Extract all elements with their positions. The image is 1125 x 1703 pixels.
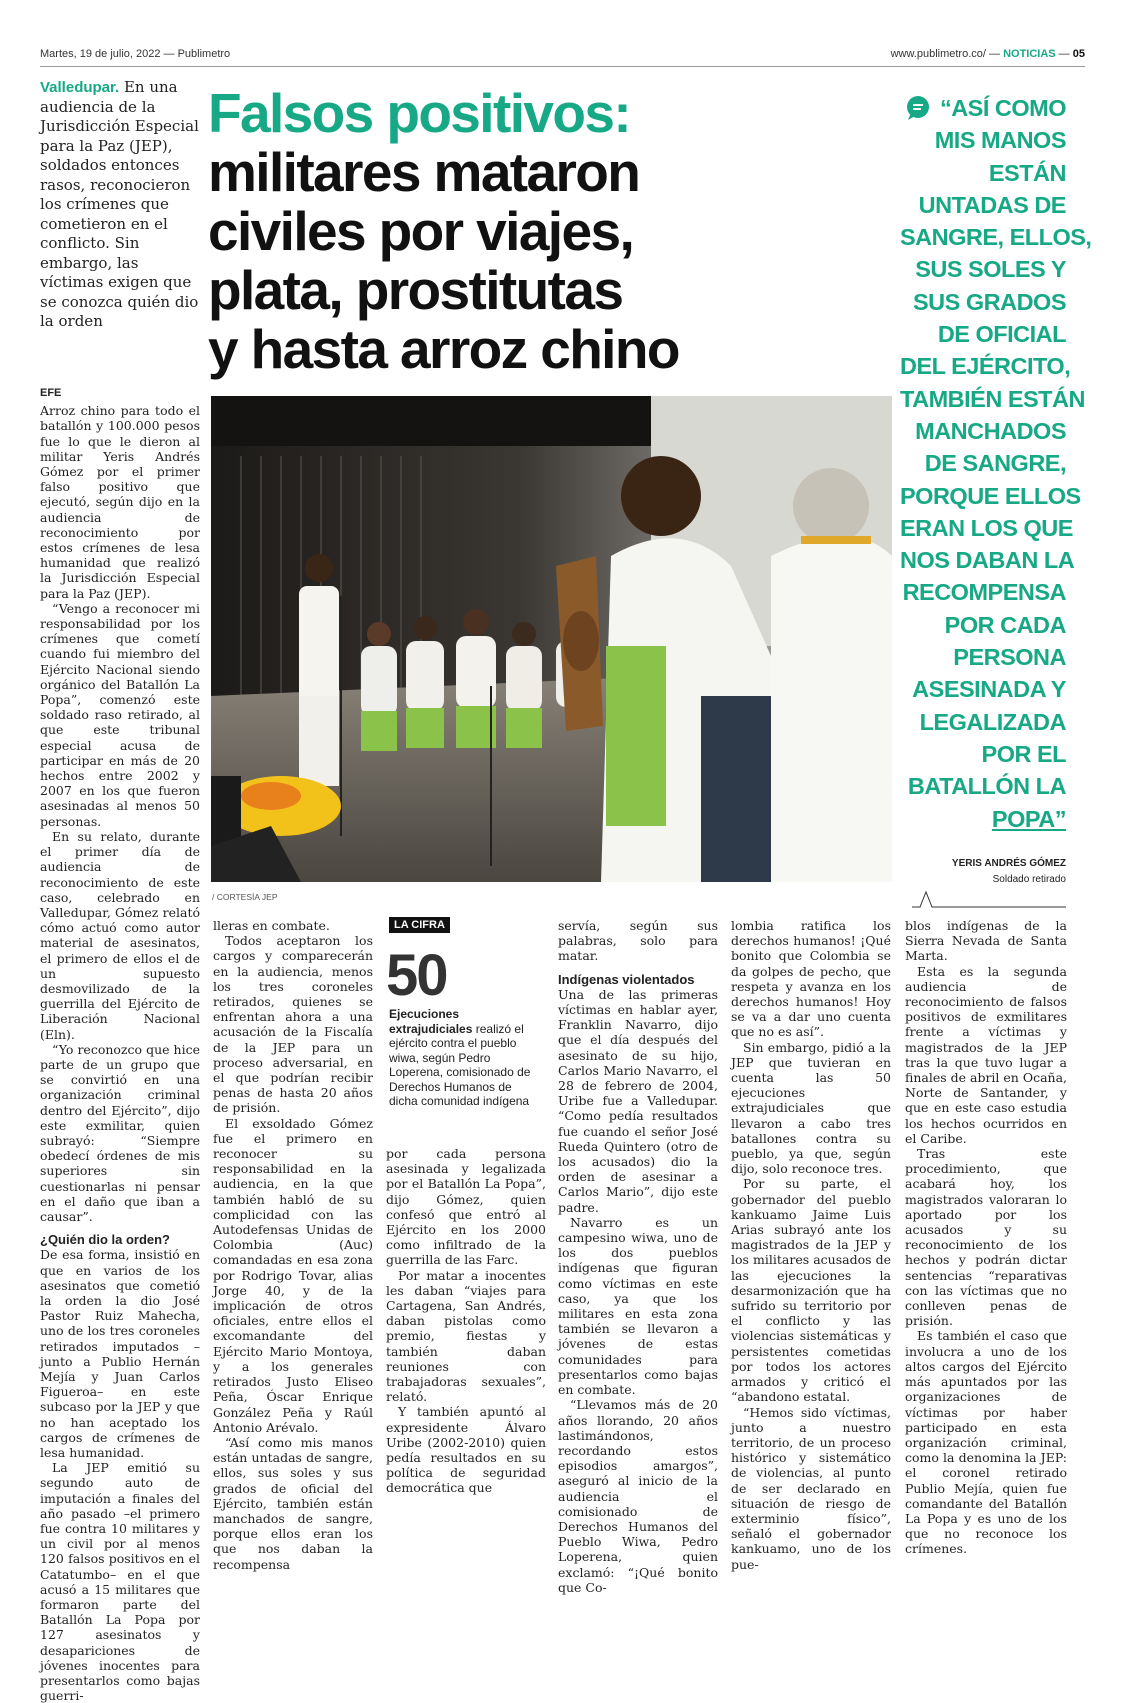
page-separator: — — [1055, 48, 1073, 60]
pull-quote-line: TAMBIÉN ESTÁN — [900, 385, 1085, 412]
paragraph: Sin embargo, pidió a la JEP que tuvieran en cuenta las 50 ejecuciones extrajudiciales que llevaron a cabo tres batallones contra su pueblo, ya que, según dijo, solo reconoce tres. — [731, 1039, 891, 1177]
paragraph: Por matar a inocentes les daban “viajes para Cartagena, San Andrés, daban pistolas como premio, fiestas y también daban reuniones con trabajadoras sexuales”, relató. — [386, 1267, 546, 1405]
article-column-6 — [905, 918, 1067, 1557]
pull-quote-line: ESTÁN — [988, 159, 1066, 186]
headline-line-2: militares mataron — [208, 141, 640, 203]
quote-author: YERIS ANDRÉS GÓMEZ — [951, 858, 1066, 869]
pull-quote-line: POPA” — [991, 805, 1066, 832]
pull-quote-line: “ASÍ COMO — [939, 95, 1066, 121]
paragraph: servía, según sus palabras, solo para matar. — [558, 918, 718, 964]
subheading: ¿Quién dio la orden? — [40, 1232, 170, 1248]
paragraph: “Hemos sido víctimas, junto a nuestro territorio, de un proceso histórico y sistemático de violencias, al punto de ser declarado en situación de riesgo de exterminio físico”, señaló el gobernador kankuamo, uno de los pue- — [731, 1404, 891, 1572]
paragraph: por cada persona asesinada y legalizada por el Batallón La Popa”, dijo Gómez, quien confesó que entró al Ejército en los 2000 como infiltrado de la guerrilla de las Farc. — [386, 1146, 546, 1268]
pull-quote-line: PORQUE ELLOS — [900, 482, 1081, 509]
paragraph: “Vengo a reconocer mi responsabilidad por los crímenes que cometí cuando fui miembro del Ejército Nacional siendo orgánico del Batallón La Popa”, comenzó este soldado raso retirado, al que este tribunal especial acusa de participar en más de 20 hechos entre 2002 y 2007 en los que fueron asesinadas al menos 50 personas. — [40, 600, 200, 829]
quote-author-role: Soldado retirado — [992, 874, 1066, 885]
cifra-body: realizó el ejército contra el pueblo wiwa, según Pedro Loperena, comisionado de Derechos Humanos de dicha comunidad indígena — [389, 1021, 531, 1108]
pull-quote-line: MIS MANOS — [934, 127, 1066, 154]
headline — [208, 84, 818, 379]
headline-line-5: y hasta arroz chino — [208, 318, 679, 380]
pull-quote-line: DE SANGRE, — [924, 450, 1066, 477]
paragraph: Todos aceptaron los cargos y comparecerán en la audiencia, menos los tres coroneles retirados, quienes se enfrentan ahora a una acusación de la Fiscalía de la JEP para un proceso adversarial, en el que podrían recibir penas de hasta 20 años de prisión. — [213, 933, 373, 1116]
site-url[interactable]: www.publimetro.co/ — — [890, 48, 1004, 60]
paragraph: “Así como mis manos están untadas de sangre, ellos, sus soles y sus grados de oficial del Ejército, también están manchados de sangre, porque ellos eran los que nos daban la recompensa — [213, 1434, 373, 1572]
article-column-5 — [731, 918, 891, 1572]
pull-quote-line: POR CADA — [944, 611, 1066, 638]
paragraph: “Yo reconozco que hice parte de un grupo que se convirtió en una organización criminal dentro del Ejército”, dijo este exmilitar, quien subrayó: “Siempre obedecí órdenes de mis superiores sin cuestionarlas ni pensar en el daño que iban a causar”. — [40, 1041, 200, 1224]
page-number: 05 — [1072, 48, 1085, 60]
paragraph: blos indígenas de la Sierra Nevada de Santa Marta. — [905, 918, 1067, 964]
paragraph: “Llevamos más de 20 años llorando, 20 años lastimándonos, recordando estos episodios amargos”, aseguró al inicio de la audiencia el comisionado de Derechos Humanos del Pueblo Wiwa, Pedro Loperena, quien exclamó: “¡Qué bonito que Co- — [558, 1397, 718, 1595]
cifra-label: LA CIFRA — [389, 917, 450, 933]
date-source: Martes, 19 de julio, 2022 — Publimetro — [40, 48, 231, 60]
pull-quote-line: LEGALIZADA — [919, 708, 1066, 735]
article-column-4 — [558, 918, 718, 1595]
paragraph: Arroz chino para todo el batallón y 100.000 pesos fue lo que le dieron al militar Yeris Andrés Gómez por el primer falso positivo que ejecutó, según dijo en la audiencia de reconocimiento por estos crímenes de lesa humanidad que realizó la Jurisdicción Especial para la Paz (JEP). — [40, 403, 200, 601]
lede-place: Valledupar. — [40, 79, 120, 96]
cifra-bold: Ejecuciones extrajudiciales — [389, 1007, 473, 1036]
pull-quote-line: ERAN LOS QUE — [900, 514, 1073, 541]
pull-quote-line: BATALLÓN LA — [907, 773, 1066, 800]
paragraph: Por su parte, el gobernador del pueblo kankuamo Jaime Luis Arias subrayó ante los magistrados de la JEP y los militares acusados de las ejecuciones la desarmonización que ha sufrido su territorio por el conflicto y las violencias sistemáticas y persistentes cometidas por todos los actores armados y criticó el “abandono estatal. — [731, 1176, 891, 1405]
paragraph: De esa forma, insistió en que en varios de los asesinatos que cometió la orden la dio José Pastor Ruiz Mahecha, uno de los tres coroneles retirados imputados –junto a Publio Hernán Mejía y Juan Carlos Figueroa– en este subcaso por la JEP y que no han aceptado los cargos de crímenes de lesa humanidad. — [40, 1247, 200, 1461]
byline: EFE — [40, 387, 62, 399]
paragraph: lleras en combate. — [213, 918, 330, 933]
header-rule — [40, 66, 1085, 67]
article-column-2 — [213, 918, 373, 1572]
paragraph: Tras este procedimiento, que acabará hoy, los magistrados valoraran lo aportado por los acusados y su reconocimiento de los hechos y podrán dictar sentencias “reparativas con las víctimas que no conlleven penas de prisión. — [905, 1146, 1067, 1329]
pull-quote-line: PERSONA — [953, 644, 1066, 671]
pull-quote-line: MANCHADOS — [915, 417, 1066, 444]
paragraph: Y también apuntó al expresidente Álvaro Uribe (2002-2010) quien pedía resultados en su política de seguridad democrática que — [386, 1404, 546, 1496]
pull-quote-line: SUS GRADOS — [913, 288, 1066, 315]
paragraph: La JEP emitió su segundo auto de imputación a finales del año pasado –el primero fue contra 10 militares y un civil por al menos 120 falsos positivos en el Catatumbo– en el que acusó a 15 militares que formaron parte del Batallón La Popa por 127 asesinatos y desapariciones de jóvenes inocentes para presentarlos como bajas guerri- — [40, 1460, 200, 1703]
headline-line-1: Falsos positivos: — [208, 82, 631, 144]
paragraph: El exsoldado Gómez fue el primero en reconocer su responsabilidad en la audiencia, en la que también habló de su complicidad con las Autodefensas Unidas de Colombia (Auc) comandadas en esa zona por Rodrigo Tovar, alias Jorge 40, y de la implicación de otros oficiales, entre ellos el excomandante del Ejército Mario Montoya, y a los generales retirados Justo Eliseo Peña, Óscar Enrique González Peña y Raúl Antonio Arévalo. — [213, 1115, 373, 1435]
cifra-text — [389, 1007, 539, 1109]
photo-illustration — [211, 396, 892, 882]
headline-line-4: plata, prostitutas — [208, 259, 623, 321]
paragraph: Es también el caso que involucra a uno de los altos cargos del Ejército más apuntados por las organizaciones de víctimas por haber participado en esta organización criminal, como la denomina la JEP: el coronel retirado Publio Mejía, quien fue comandante del Batallón La Popa y es uno de los que no reconoce los crímenes. — [905, 1328, 1067, 1557]
pull-quote-line: NOS DABAN LA — [900, 547, 1075, 574]
pull-quote-line: RECOMPENSA — [902, 579, 1066, 606]
paragraph: lombia ratifica los derechos humanos! ¡Qué bonito que Colombia se da golpes de pecho, que respeta y avanza en los derechos humanos! Hoy se va a dar uno cuenta que no es así”. — [731, 918, 891, 1040]
pull-quote-line: SUS SOLES Y — [915, 256, 1066, 283]
pull-quote-line: ASESINADA Y — [912, 676, 1066, 703]
page-header — [40, 48, 1085, 66]
paragraph: Navarro es un campesino wiwa, uno de los dos pueblos indígenas que figuran como víctimas en este caso, ya que los militares en esta zona también se llevaron a jóvenes de estas comunidades para presentarlos como bajas en combate. — [558, 1214, 718, 1398]
article-column-3 — [386, 1146, 546, 1496]
quote-divider — [912, 888, 1066, 908]
pull-quote-line: DEL EJÉRCITO, — [900, 353, 1071, 380]
photo-credit: / CORTESÍA JEP — [212, 892, 278, 902]
pull-quote-line: POR EL — [981, 740, 1066, 767]
paragraph: En su relato, durante el primer día de audiencia de reconocimiento de este caso, celebrado en Valledupar, Gómez relató cómo actuó como autor material de asesinatos, el primero de ellos el de un supuesto desmovilizado de la guerrilla del Ejército de Liberación Nacional (Eln). — [40, 828, 200, 1042]
headline-line-3: civiles por viajes, — [208, 200, 634, 262]
subheading: Indígenas violentados — [558, 971, 695, 987]
hearing-photo — [211, 396, 892, 882]
section-label: NOTICIAS — [1003, 48, 1056, 60]
paragraph: Una de las primeras víctimas en hablar ayer, Franklin Navarro, dijo que el día después del asesinato de su hijo, Carlos Mario Navarro, el 28 de febrero de 2004, Uribe fue a Valledupar. “Como pedía resultados fue cuando el señor José Rueda Quintero (otro de los acusados) dio la orden de asesinar a Carlos Mario”, dijo este padre. — [558, 986, 718, 1215]
paragraph: Esta es la segunda audiencia de reconocimiento de falsos positivos de exmilitares frente a víctimas y magistrados de la JEP tras la que tuvo lugar a finales de abril en Ocaña, Norte de Santander, y que en este caso estudia los hechos ocurridos en el Caribe. — [905, 963, 1067, 1146]
pull-quote-line: SANGRE, ELLOS, — [900, 224, 1092, 251]
lede — [40, 78, 200, 332]
pull-quote-line: DE OFICIAL — [937, 321, 1066, 348]
cifra-number: 50 — [386, 943, 447, 1008]
article-column-1 — [40, 386, 200, 1703]
pull-quote — [900, 92, 1092, 835]
lede-text: En una audiencia de la Jurisdicción Especial para la Paz (JEP), soldados entonces rasos, reconocieron los crímenes que cometieron en el conflicto. Sin embargo, las víctimas exigen que se conozca quién dio la orden — [40, 78, 199, 330]
pull-quote-line: UNTADAS DE — [918, 191, 1066, 218]
header-right — [891, 48, 1085, 60]
